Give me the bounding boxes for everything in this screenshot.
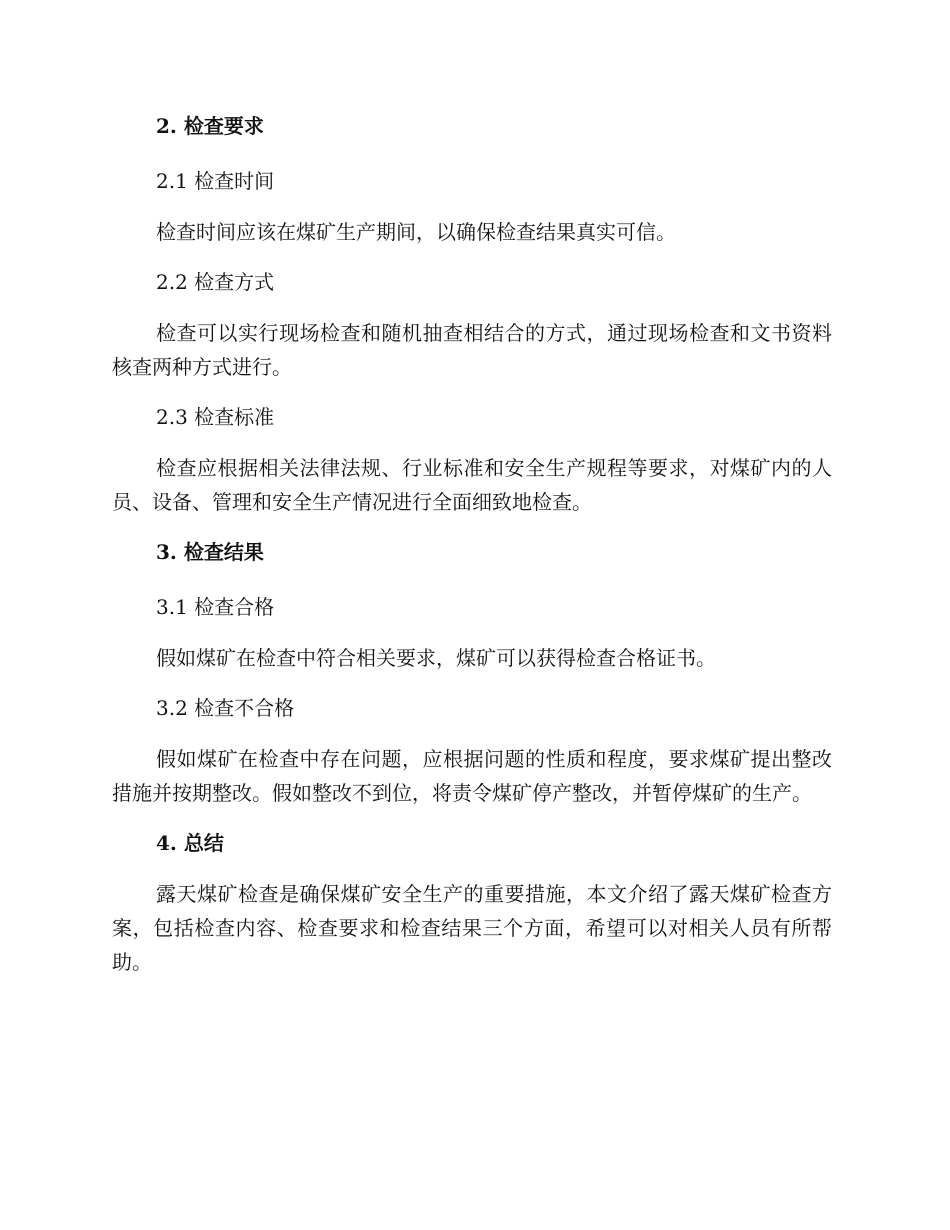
document-body	[112, 105, 832, 979]
paragraph-inspection-method: 检查可以实行现场检查和随机抽查相结合的方式，通过现场检查和文书资料核查两种方式进行。	[112, 321, 832, 379]
paragraph-passed: 假如煤矿在检查中符合相关要求，煤矿可以获得检查合格证书。	[156, 646, 716, 670]
subsection-title-passed: 3.1 检查合格	[156, 595, 275, 619]
paragraph-inspection-standard: 检查应根据相关法律法规、行业标准和安全生产规程等要求，对煤矿内的人员、设备、管理和安全生产情况进行全面细致地检查。	[112, 456, 832, 514]
section-heading-results: 3. 检查结果	[156, 540, 264, 564]
paragraph-summary: 露天煤矿检查是确保煤矿安全生产的重要措施，本文介绍了露天煤矿检查方案，包括检查内容、检查要求和检查结果三个方面，希望可以对相关人员有所帮助。	[112, 882, 832, 974]
subsection-title-failed: 3.2 检查不合格	[156, 696, 295, 720]
paragraph-inspection-time: 检查时间应该在煤矿生产期间，以确保检查结果真实可信。	[156, 220, 676, 244]
subsection-title-inspection-standard: 2.3 检查标准	[156, 405, 275, 429]
subsection-title-inspection-method: 2.2 检查方式	[156, 270, 275, 294]
paragraph-failed: 假如煤矿在检查中存在问题，应根据问题的性质和程度，要求煤矿提出整改措施并按期整改。假如整改不到位，将责令煤矿停产整改，并暂停煤矿的生产。	[112, 747, 832, 805]
section-heading-summary: 4. 总结	[156, 831, 224, 855]
subsection-title-inspection-time: 2.1 检查时间	[156, 169, 275, 193]
section-heading-requirements: 2. 检查要求	[156, 114, 264, 138]
